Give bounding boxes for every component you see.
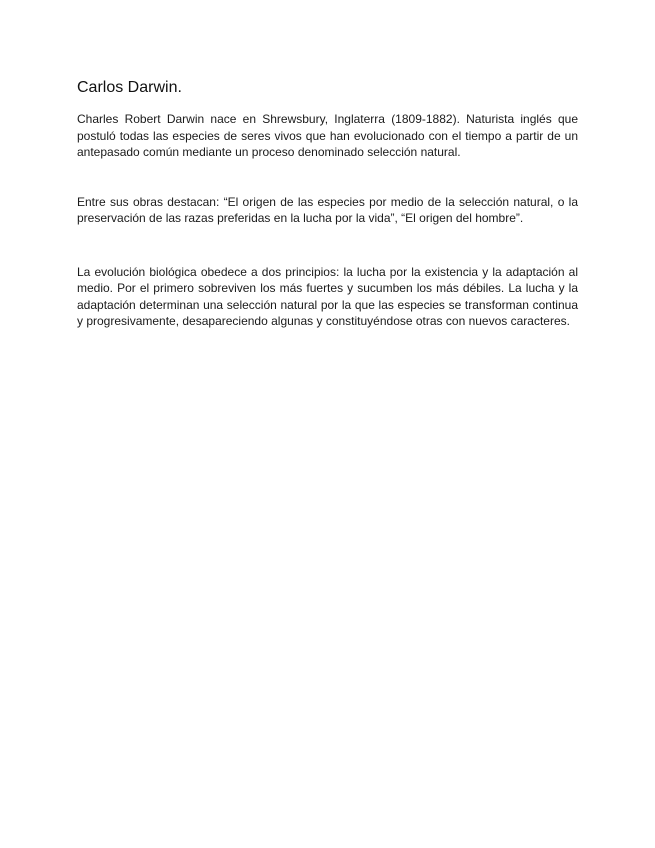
document-page [77,78,578,330]
paragraph-works: Entre sus obras destacan: “El origen de las especies por medio de la selección natural, o la preservación de las razas preferidas en la lucha por la vida”, “El origen del hombre”. [77,194,578,225]
document-title: Carlos Darwin. [77,79,182,96]
paragraph-evolution: La evolución biológica obedece a dos principios: la lucha por la existencia y la adaptación al medio. Por el primero sobreviven los más fuertes y sucumben los más débiles. La lucha y la adaptación determinan una selección natural por la que las especies se transforman continua y progresivamente, desapareciendo algunas y constituyéndose otras con nuevos caracteres. [77,264,578,328]
paragraph-biography: Charles Robert Darwin nace en Shrewsbury, Inglaterra (1809-1882). Naturista inglés que postuló todas las especies de seres vivos que han evolucionado con el tiempo a partir de un antepasado común mediante un proceso denominado selección natural. [77,112,578,159]
